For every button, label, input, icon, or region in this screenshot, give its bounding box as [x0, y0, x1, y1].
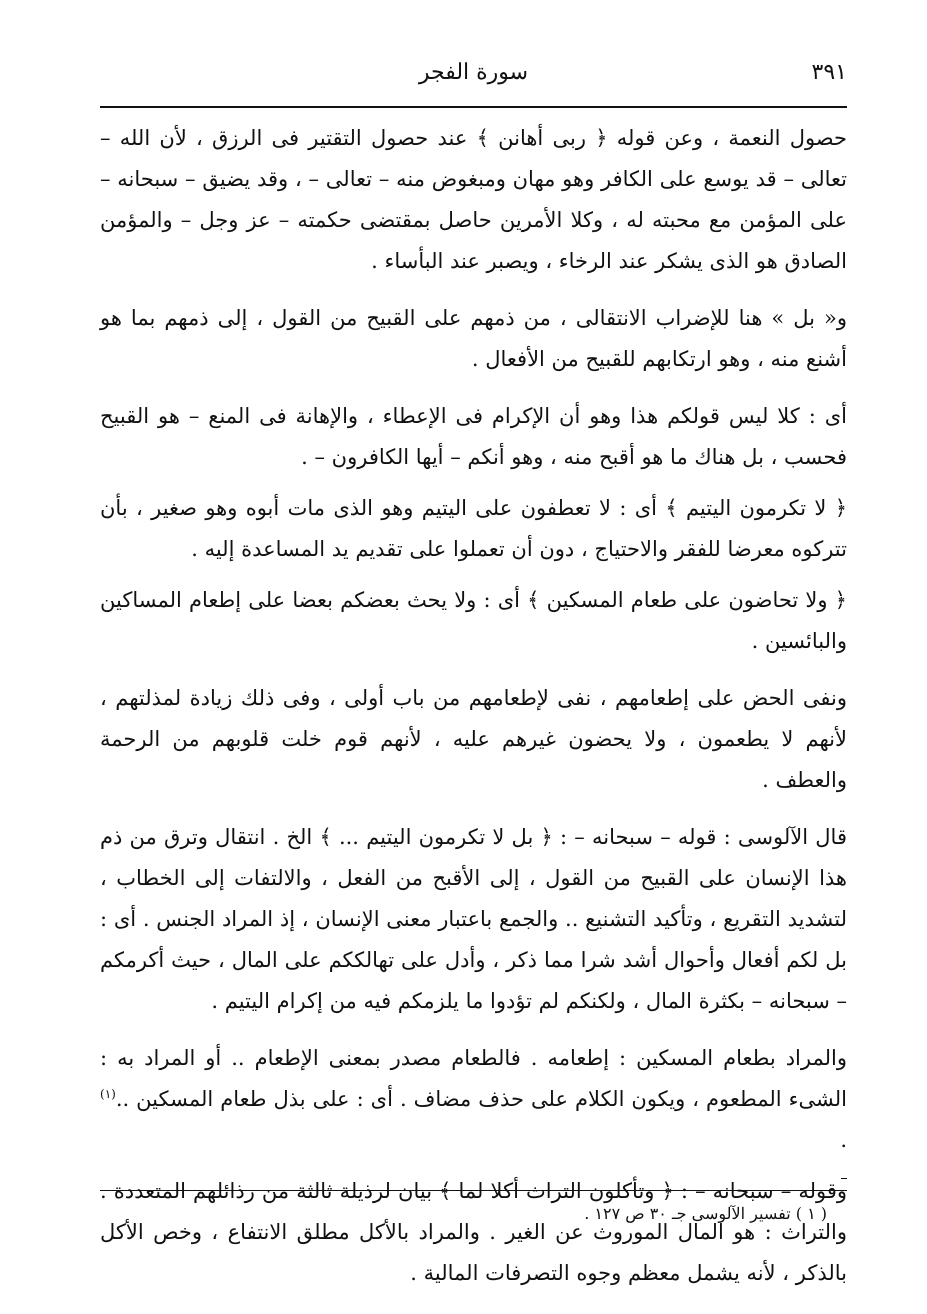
footnote-reference-marker: (١): [100, 1087, 116, 1101]
paragraph-3: أى : كلا ليس قولكم هذا وهو أن الإكرام فى الإعطاء ، والإهانة فى المنع – هو القبيح فحسب ، بل هناك ما هو أقبح منه ، وهو أنكم – أيها الكافرون – .: [100, 404, 847, 469]
page-number: ٣٩١: [811, 60, 847, 85]
paragraph-1: حصول النعمة ، وعن قوله ﴿ ربى أهانن ﴾ عند حصول التقتير فى الرزق ، لأن الله – تعالى – قد يوسع على الكافر وهو مهان ومبغوض منه – تعالى – ، وقد يضيق – سبحانه – على المؤمن مع محبته له ، وكلا الأمرين حاصل بمقتضى حكمته – عز وجل – والمؤمن الصادق هو الذى يشكر عند الرخاء ، ويصبر عند البأساء .: [100, 126, 847, 273]
paragraph-7: قال الآلوسى : قوله – سبحانه – : ﴿ بل لا تكرمون اليتيم ... ﴾ الخ . انتقال وترق من ذم هذا الإنسان على القبيح من القول ، إلى الأقبح من الفعل ، والالتفات إلى الخطاب ، لتشديد التقريع ، وتأكيد التشنيع .. والجمع باعتبار معنى الإنسان ، إذ المراد الجنس . أى : بل لكم أفعال وأحوال أشد شرا مما ذكر ، وأدل على تهالككم على المال ، حيث أكرمكم – سبحانه – بكثرة المال ، ولكنكم لم تؤدوا ما يلزمكم فيه من إكرام اليتيم .: [100, 825, 847, 1013]
page-body: [100, 118, 847, 1294]
paragraph-8: [100, 1038, 847, 1161]
footnote: ( ١ ) تفسير الآلوسى جـ ٣٠ ص ١٢٧ .: [584, 1204, 827, 1223]
paragraph-8-text: والمراد بطعام المسكين : إطعامه . فالطعام مصدر بمعنى الإطعام .. أو المراد به : الشىء المطعوم ، ويكون الكلام على حذف مضاف . أى : على بذل طعام المسكين ..: [100, 1046, 847, 1111]
paragraph-9: وقوله – سبحانه – : ﴿ وتأكلون التراث أكلا لما ﴾ بيان لرذيلة ثالثة من رذائلهم المتعددة . والتراث : هو المال الموروث عن الغير . والمراد بالأكل مطلق الانتفاع ، وخص الأكل بالذكر ، لأنه يشمل معظم وجوه التصرفات المالية .: [100, 1179, 847, 1285]
paragraph-8-end: .: [840, 1128, 847, 1152]
footnote-divider: [100, 1190, 847, 1191]
paragraph-6: ونفى الحض على إطعامهم ، نفى لإطعامهم من باب أولى ، وفى ذلك زيادة لمذلتهم ، لأنهم لا يطعمون ، ولا يحضون غيرهم عليه ، لأنهم قوم خلت قلوبهم من الرحمة والعطف .: [100, 686, 847, 792]
page-header: [100, 58, 847, 108]
surah-title: سورة الفجر: [418, 60, 529, 85]
paragraph-2: و« بل » هنا للإضراب الانتقالى ، من ذمهم على القبيح من القول ، إلى ذمهم بما هو أشنع منه ، وهو ارتكابهم للقبيح من الأفعال .: [100, 306, 847, 371]
paragraph-4: ﴿ لا تكرمون اليتيم ﴾ أى : لا تعطفون على اليتيم وهو الذى مات أبوه وهو صغير ، بأن تتركوه معرضا للفقر والاحتياج ، دون أن تعملوا على تقديم يد المساعدة إليه .: [100, 496, 847, 561]
footnote-tick: [841, 1178, 847, 1179]
paragraph-5: ﴿ ولا تحاضون على طعام المسكين ﴾ أى : ولا يحث بعضكم بعضا على إطعام المساكين والبائسين .: [100, 588, 847, 653]
